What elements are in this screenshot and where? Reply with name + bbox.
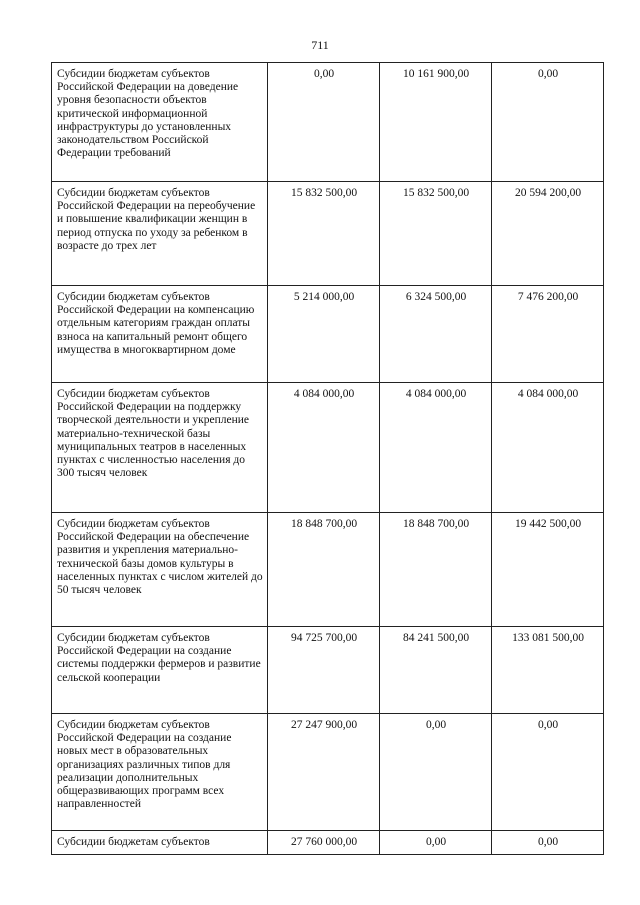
value-col-3: 0,00 xyxy=(492,831,604,855)
table-row xyxy=(52,513,604,627)
value-col-2: 84 241 500,00 xyxy=(380,627,492,714)
value-col-2: 6 324 500,00 xyxy=(380,286,492,383)
value-col-1: 0,00 xyxy=(268,63,380,182)
page-number: 711 xyxy=(311,38,329,52)
table-row xyxy=(52,714,604,831)
row-description: Субсидии бюджетам субъектов Российской Федерации на поддержку творческой деятельности и укрепление материально-технической базы муниципальных театров в населенных пунктах с численностью населения до 300 тысяч человек xyxy=(52,383,268,513)
row-description: Субсидии бюджетам субъектов Российской Федерации на доведение уровня безопасности объектов критической информационной инфраструктуры до установленных законодательством Российской Федерации требований xyxy=(52,63,268,182)
value-col-1: 15 832 500,00 xyxy=(268,182,380,286)
table-row xyxy=(52,63,604,182)
value-col-3: 133 081 500,00 xyxy=(492,627,604,714)
table-row xyxy=(52,831,604,855)
value-col-1: 5 214 000,00 xyxy=(268,286,380,383)
value-col-2: 0,00 xyxy=(380,714,492,831)
value-col-3: 20 594 200,00 xyxy=(492,182,604,286)
value-col-3: 4 084 000,00 xyxy=(492,383,604,513)
row-description: Субсидии бюджетам субъектов xyxy=(52,831,268,855)
value-col-1: 18 848 700,00 xyxy=(268,513,380,627)
table-row xyxy=(52,383,604,513)
value-col-2: 15 832 500,00 xyxy=(380,182,492,286)
value-col-3: 7 476 200,00 xyxy=(492,286,604,383)
value-col-1: 27 760 000,00 xyxy=(268,831,380,855)
table-row xyxy=(52,286,604,383)
value-col-1: 27 247 900,00 xyxy=(268,714,380,831)
value-col-2: 10 161 900,00 xyxy=(380,63,492,182)
value-col-3: 19 442 500,00 xyxy=(492,513,604,627)
subsidy-table xyxy=(51,62,604,855)
value-col-2: 0,00 xyxy=(380,831,492,855)
value-col-1: 94 725 700,00 xyxy=(268,627,380,714)
row-description: Субсидии бюджетам субъектов Российской Федерации на создание системы поддержки фермеров и развитие сельской кооперации xyxy=(52,627,268,714)
value-col-2: 4 084 000,00 xyxy=(380,383,492,513)
value-col-2: 18 848 700,00 xyxy=(380,513,492,627)
row-description: Субсидии бюджетам субъектов Российской Федерации на компенсацию отдельным категориям граждан оплаты взноса на капитальный ремонт общего имущества в многоквартирном доме xyxy=(52,286,268,383)
value-col-3: 0,00 xyxy=(492,63,604,182)
table-row xyxy=(52,182,604,286)
row-description: Субсидии бюджетам субъектов Российской Федерации на переобучение и повышение квалификации женщин в период отпуска по уходу за ребенком в возрасте до трех лет xyxy=(52,182,268,286)
row-description: Субсидии бюджетам субъектов Российской Федерации на создание новых мест в образовательных организациях различных типов для реализации дополнительных общеразвивающих программ всех направленностей xyxy=(52,714,268,831)
value-col-1: 4 084 000,00 xyxy=(268,383,380,513)
table-row xyxy=(52,627,604,714)
row-description: Субсидии бюджетам субъектов Российской Федерации на обеспечение развития и укрепления материально-технической базы домов культуры в населенных пунктах с числом жителей до 50 тысяч человек xyxy=(52,513,268,627)
value-col-3: 0,00 xyxy=(492,714,604,831)
